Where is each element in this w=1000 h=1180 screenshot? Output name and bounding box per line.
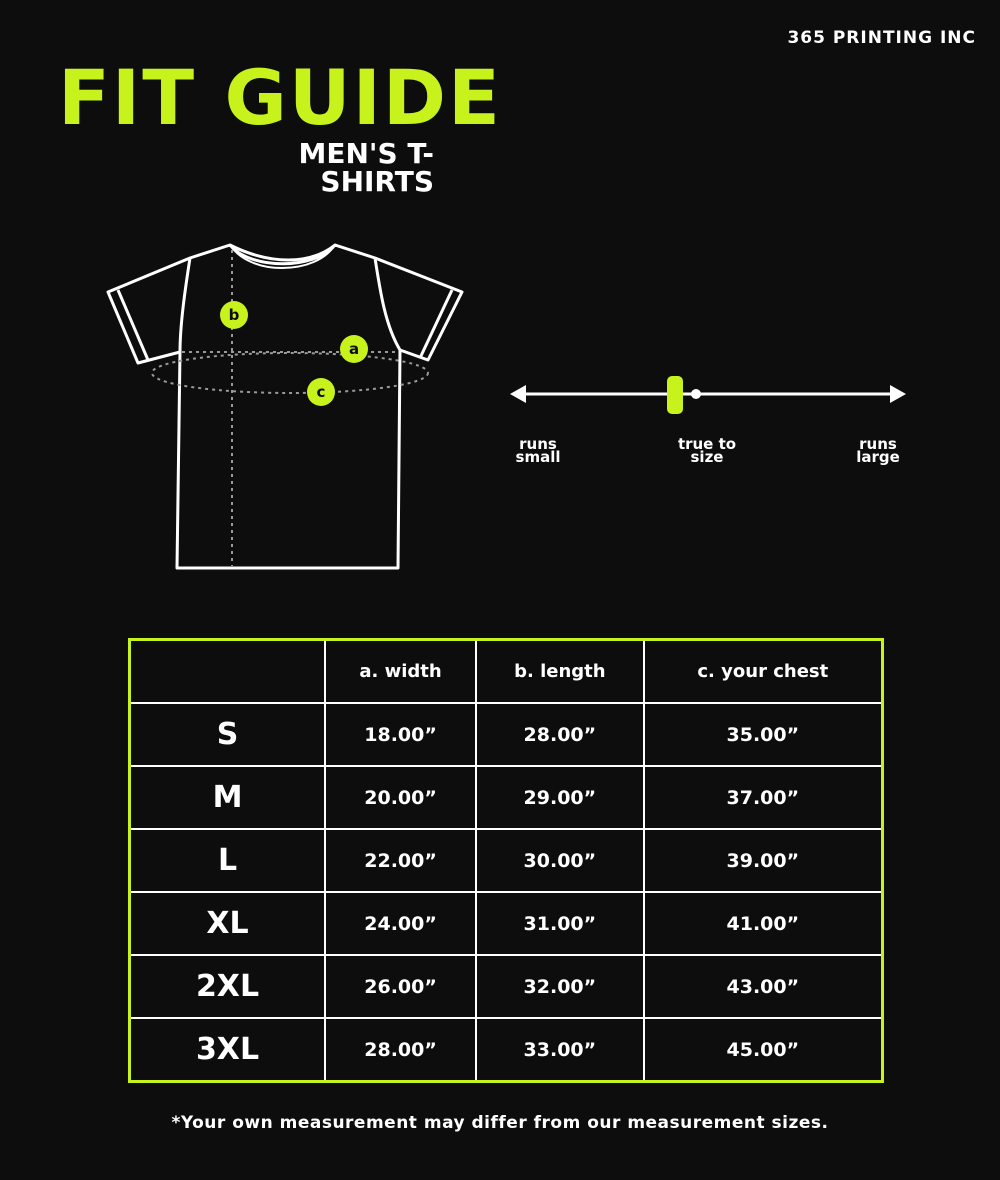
page-subtitle: MEN'S T-SHIRTS <box>298 137 434 198</box>
table-row <box>130 829 883 892</box>
chest-value: 41.00” <box>644 892 883 955</box>
footnote: *Your own measurement may differ from our measurement sizes. <box>171 1113 829 1133</box>
marker-a <box>340 335 368 363</box>
fit-indicator <box>667 376 683 414</box>
table-row <box>130 703 883 766</box>
length-value: 30.00” <box>476 829 643 892</box>
length-value: 31.00” <box>476 892 643 955</box>
page-title: FIT GUIDE <box>58 53 502 142</box>
marker-c <box>307 378 335 406</box>
width-value: 24.00” <box>325 892 476 955</box>
width-value: 28.00” <box>325 1018 476 1082</box>
size-table <box>128 638 884 1083</box>
size-label: 2XL <box>130 955 326 1018</box>
svg-text:a: a <box>348 340 360 358</box>
chest-value: 35.00” <box>644 703 883 766</box>
header-empty <box>130 640 326 704</box>
tshirt-diagram <box>100 230 480 580</box>
arrow-left-icon <box>510 385 526 403</box>
length-value: 28.00” <box>476 703 643 766</box>
label-runs-large: runs large <box>856 435 900 466</box>
width-value: 20.00” <box>325 766 476 829</box>
size-label: L <box>130 829 326 892</box>
chest-line <box>152 353 428 393</box>
length-value: 29.00” <box>476 766 643 829</box>
marker-b <box>220 301 248 329</box>
width-value: 18.00” <box>325 703 476 766</box>
size-label: M <box>130 766 326 829</box>
chest-value: 43.00” <box>644 955 883 1018</box>
table-row <box>130 1018 883 1082</box>
arrow-right-icon <box>890 385 906 403</box>
chest-value: 39.00” <box>644 829 883 892</box>
brand-name: 365 PRINTING INC <box>787 28 976 48</box>
chest-value: 45.00” <box>644 1018 883 1082</box>
table-row <box>130 766 883 829</box>
scale-tick <box>691 389 701 399</box>
length-value: 33.00” <box>476 1018 643 1082</box>
width-value: 26.00” <box>325 955 476 1018</box>
length-value: 32.00” <box>476 955 643 1018</box>
header-length: b. length <box>476 640 643 704</box>
size-label: 3XL <box>130 1018 326 1082</box>
svg-text:b: b <box>228 306 240 324</box>
table-row <box>130 955 883 1018</box>
width-value: 22.00” <box>325 829 476 892</box>
fit-scale <box>500 360 920 430</box>
size-label: S <box>130 703 326 766</box>
svg-text:c: c <box>316 383 326 401</box>
table-row <box>130 892 883 955</box>
size-label: XL <box>130 892 326 955</box>
table-header-row <box>130 640 883 704</box>
header-chest: c. your chest <box>644 640 883 704</box>
header-width: a. width <box>325 640 476 704</box>
label-runs-small: runs small <box>515 435 561 466</box>
tshirt-outline <box>108 245 462 568</box>
label-true-to-size: true to size <box>677 435 737 466</box>
chest-value: 37.00” <box>644 766 883 829</box>
